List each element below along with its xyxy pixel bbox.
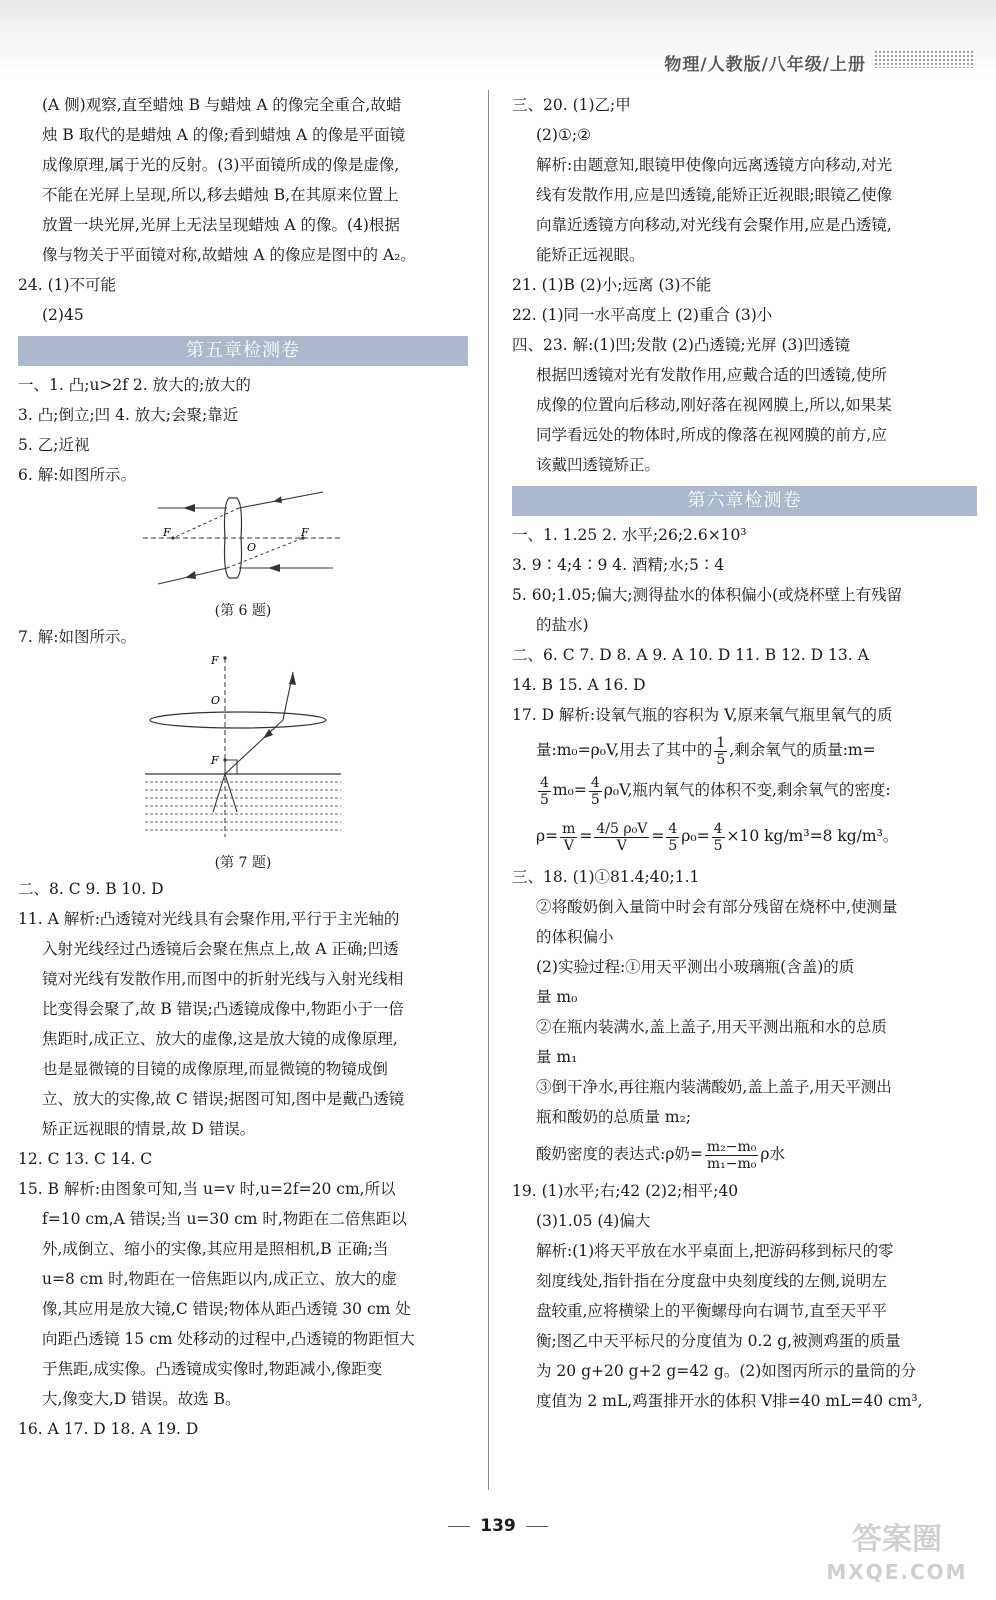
- fraction-denominator: 5: [713, 837, 723, 854]
- text-line: (3)1.05 (4)偏大: [536, 1212, 651, 1230]
- text-line: 度值为 2 mL,鸡蛋排开水的体积 V排=40 mL=40 cm³,: [536, 1392, 923, 1410]
- text-line: 为 20 g+20 g+2 g=42 g。(2)如图丙所示的量筒的分: [536, 1362, 917, 1380]
- text-line: 的盐水): [536, 616, 589, 634]
- fraction: [714, 735, 727, 768]
- text-line: 成像原理,属于光的反射。(3)平面镜所成的像是虚像,: [42, 156, 400, 174]
- answer-24: 24. (1)不可能: [18, 276, 117, 294]
- formula-text: =: [651, 827, 665, 845]
- fraction: [594, 821, 649, 854]
- formula-text: 量:m₀=ρ₀V,用去了其中的: [536, 741, 713, 759]
- answer-line: 7. 解:如图所示。: [18, 628, 136, 646]
- formula-text: ρ₀V,瓶内氧气的体积不变,剩余氧气的密度:: [603, 781, 891, 799]
- fraction-numerator: 4: [713, 820, 723, 837]
- text-line: 能矫正远视眼。: [536, 246, 645, 264]
- fraction-denominator: 5: [590, 791, 600, 808]
- page-number-dash: [448, 1526, 470, 1527]
- text-line: (2)①;②: [536, 126, 591, 144]
- focus-label-left: F: [163, 526, 171, 539]
- focus-label-right: F: [301, 526, 309, 539]
- fraction: [666, 821, 679, 854]
- figure-6-caption: (第 6 题): [214, 603, 272, 619]
- text-line: ②在瓶内装满水,盖上盖子,用天平测出瓶和水的总质: [536, 1018, 887, 1036]
- column-divider: [488, 90, 489, 1490]
- text-line: 量 m₁: [536, 1048, 578, 1066]
- answer-17-line3: [512, 770, 977, 810]
- answer-line: 14. B 15. A 16. D: [512, 676, 646, 694]
- answer-line: 22. (1)同一水平高度上 (2)重合 (3)小: [512, 306, 773, 324]
- fraction-denominator: V: [563, 837, 574, 854]
- formula-text: 酸奶密度的表达式:ρ奶=: [536, 1145, 703, 1163]
- fraction-denominator: 5: [716, 751, 726, 768]
- text-line: 根据凹透镜对光有发散作用,应戴合适的凹透镜,使所: [536, 366, 887, 384]
- answer-line: 3. 凸;倒立;凹 4. 放大;会聚;靠近: [18, 406, 239, 424]
- figure-7-caption: (第 7 题): [214, 855, 272, 871]
- fraction-denominator: m₁−m₀: [706, 1155, 757, 1172]
- text-line: 立、放大的实像,故 C 错误;据图可知,图中是戴凸透镜: [42, 1090, 405, 1108]
- chapter-5-heading: 第五章检测卷: [18, 336, 468, 366]
- fraction: [560, 821, 577, 854]
- formula-text: =: [579, 827, 593, 845]
- text-line: 向距凸透镜 15 cm 处移动的过程中,凸透镜的物距恒大: [42, 1330, 415, 1348]
- formula-text: ,剩余氧气的质量:m=: [729, 741, 876, 759]
- text-line: 成像的位置向后移动,刚好落在视网膜上,所以,如果某: [536, 396, 892, 414]
- formula-text: ρ=: [536, 827, 559, 845]
- text-line: 镜对光线有发散作用,而图中的折射光线与入射光线相: [42, 970, 404, 988]
- text-line: 解析:由题意知,眼镜甲使像向远离透镜方向移动,对光: [536, 156, 893, 174]
- fraction-denominator: 5: [540, 791, 549, 808]
- answer-17-line2: [512, 730, 977, 770]
- answer-line: 二、8. C 9. B 10. D: [18, 880, 164, 898]
- text-line: 向靠近透镜方向移动,对光线有会聚作用,应是凸透镜,: [536, 216, 892, 234]
- text-line: 同学看远处的物体时,所成的像落在视网膜的前方,应: [536, 426, 887, 444]
- text-line: ③倒干净水,再往瓶内装满酸奶,盖上盖子,用天平测出: [536, 1078, 892, 1096]
- left-column: [18, 90, 468, 1444]
- focus-label-bottom: F: [211, 754, 219, 767]
- formula-text: ρ水: [760, 1145, 785, 1163]
- answer-17-line1: 17. D 解析:设氧气瓶的容积为 V,原来氧气瓶里氧气的质: [512, 706, 893, 724]
- text-line: 矫正远视眼的情景,故 D 错误。: [42, 1120, 256, 1138]
- answer-line: 3. 9∶4;4∶9 4. 酒精;水;5∶4: [512, 556, 725, 574]
- text-line: 于焦距,成实像。凸透镜成实像时,物距减小,像距变: [42, 1360, 383, 1378]
- answer-24-part2: (2)45: [42, 306, 84, 324]
- text-line: 比变得会聚了,故 B 错误;凸透镜成像中,物距小于一倍: [42, 1000, 404, 1018]
- text-line: 线有发散作用,应是凹透镜,能矫正近视眼;眼镜乙使像: [536, 186, 893, 204]
- watermark-url: MXQE.COM: [826, 1560, 968, 1584]
- fraction: [705, 1139, 759, 1172]
- text-line: 焦距时,成正立、放大的虚像,这是放大镜的成像原理,: [42, 1030, 398, 1048]
- answer-line: 11. A 解析:凸透镜对光线具有会聚作用,平行于主光轴的: [18, 910, 400, 928]
- fraction-numerator: m₂−m₀: [706, 1138, 757, 1155]
- text-line: (2)实验过程:①用天平测出小玻璃瓶(含盖)的质: [536, 958, 855, 976]
- answer-line: 四、23. 解:(1)凹;发散 (2)凸透镜;光屏 (3)凹透镜: [512, 336, 850, 354]
- fraction-numerator: 4/5 ρ₀V: [596, 820, 648, 837]
- convex-lens-water-diagram: [143, 652, 343, 842]
- text-line: 不能在光屏上呈现,所以,移去蜡烛 B,在其原来位置上: [42, 186, 399, 204]
- text-line: 量 m₀: [536, 988, 578, 1006]
- fraction: [712, 821, 725, 854]
- text-line: 像与物关于平面镜对称,故蜡烛 A 的像应是图中的 A₂。: [42, 246, 416, 264]
- fraction-numerator: m: [562, 820, 576, 837]
- text-line: 刻度线处,指针指在分度盘中央刻度线的左侧,说明左: [536, 1272, 887, 1290]
- text-line: 入射光线经过凸透镜后会聚在焦点上,故 A 正确;凹透: [42, 940, 399, 958]
- formula-text: ×10 kg/m³=8 kg/m³。: [726, 827, 899, 845]
- text-line: (A 侧)观察,直至蜡烛 B 与蜡烛 A 的像完全重合,故蜡: [42, 96, 402, 114]
- answer-line: 一、1. 1.25 2. 水平;26;2.6×10³: [512, 526, 747, 544]
- text-line: 大,像变大,D 错误。故选 B。: [42, 1390, 241, 1408]
- text-line: 像,其应用是放大镜,C 错误;物体从距凸透镜 30 cm 处: [42, 1300, 411, 1318]
- focus-label-top: F: [211, 654, 219, 667]
- fraction: [538, 775, 551, 808]
- answer-line: 一、1. 凸;u>2f 2. 放大的;放大的: [18, 376, 251, 394]
- fraction-numerator: 4: [540, 774, 549, 791]
- text-line: f=10 cm,A 错误;当 u=30 cm 时,物距在二倍焦距以: [42, 1210, 407, 1228]
- answer-line: 6. 解:如图所示。: [18, 466, 136, 484]
- fraction-denominator: 5: [668, 837, 678, 854]
- answer-line: 三、20. (1)乙;甲: [512, 96, 631, 114]
- answer-line: 21. (1)B (2)小;远离 (3)不能: [512, 276, 712, 294]
- optical-center-label: O: [211, 694, 221, 707]
- concave-lens-diagram: [143, 490, 343, 590]
- answer-17-line4: [512, 810, 977, 862]
- answer-line: 5. 60;1.05;偏大;测得盐水的体积偏小(或烧杯壁上有残留: [512, 586, 903, 604]
- formula-text: m₀=: [552, 781, 587, 799]
- text-line: 解析:(1)将天平放在水平桌面上,把游码移到标尺的零: [536, 1242, 894, 1260]
- answer-line: 16. A 17. D 18. A 19. D: [18, 1420, 199, 1438]
- text-line: 烛 B 取代的是蜡烛 A 的像;看到蜡烛 A 的像是平面镜: [42, 126, 406, 144]
- answer-line: 12. C 13. C 14. C: [18, 1150, 153, 1168]
- answer-line: 5. 乙;近视: [18, 436, 90, 454]
- watermark-logo-text: 答案圈: [852, 1522, 942, 1557]
- text-line: 该戴凹透镜矫正。: [536, 456, 661, 474]
- answer-line: 三、18. (1)①81.4;40;1.1: [512, 868, 700, 886]
- formula-text: ρ₀=: [681, 827, 710, 845]
- fraction-numerator: 1: [716, 734, 726, 751]
- text-line: 也是显微镜的目镜的成像原理,而显微镜的物镜成倒: [42, 1060, 388, 1078]
- text-line: u=8 cm 时,物距在一倍焦距以内,成正立、放大的虚: [42, 1270, 397, 1288]
- text-line: 放置一块光屏,光屏上无法呈现蜡烛 A 的像。(4)根据: [42, 216, 400, 234]
- fraction: [589, 775, 602, 808]
- watermark: [812, 1520, 982, 1592]
- book-header-title: 物理/人教版/八年级/上册: [664, 55, 866, 75]
- optical-center-label: O: [247, 541, 257, 554]
- figure-7: [18, 652, 468, 874]
- figure-6: [18, 490, 468, 622]
- header-dot-pattern: [874, 50, 974, 68]
- right-column: [512, 90, 977, 1416]
- answer-line: 二、6. C 7. D 8. A 9. A 10. D 11. B 12. D 13. A: [512, 646, 869, 664]
- text-line: 盘较重,应将横梁上的平衡螺母向右调节,直至天平平: [536, 1302, 887, 1320]
- answer-line: 19. (1)水平;右;42 (2)2;相平;40: [512, 1182, 739, 1200]
- text-line: ②将酸奶倒入量筒中时会有部分残留在烧杯中,使测量: [536, 898, 898, 916]
- fraction-numerator: 4: [590, 774, 600, 791]
- fraction-denominator: V: [616, 837, 627, 854]
- chapter-6-heading: 第六章检测卷: [512, 486, 977, 516]
- text-line: 衡;图乙中天平标尺的分度值为 0.2 g,被测鸡蛋的质量: [536, 1332, 901, 1350]
- answer-line: 15. B 解析:由图象可知,当 u=v 时,u=2f=20 cm,所以: [18, 1180, 396, 1198]
- text-line: 的体积偏小: [536, 928, 614, 946]
- answer-18-expression: [512, 1132, 977, 1176]
- page-number-text: 139: [480, 1516, 516, 1536]
- fraction-numerator: 4: [668, 820, 678, 837]
- page-number-dash: [526, 1526, 548, 1527]
- text-line: 外,成倒立、缩小的实像,其应用是照相机,B 正确;当: [42, 1240, 389, 1258]
- text-line: 瓶和酸奶的总质量 m₂;: [536, 1108, 692, 1126]
